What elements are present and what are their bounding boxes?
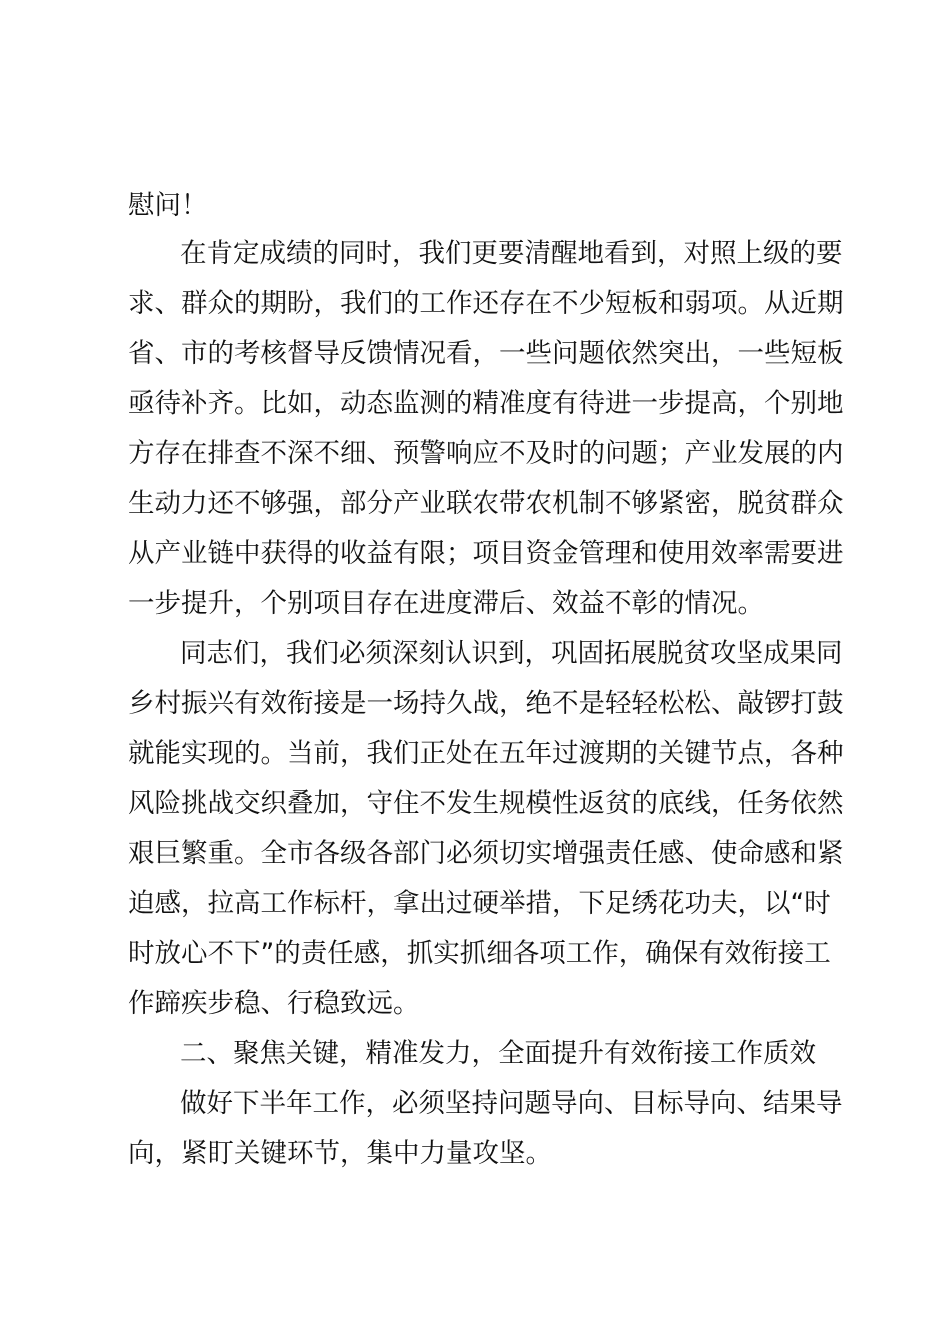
- text-line: 向，紧盯关键环节，集中力量攻坚。: [128, 1138, 552, 1169]
- paragraph-first-line: 做好下半年工作，必须坚持问题导向、目标导向、结果导: [180, 1088, 843, 1119]
- text-line: 就能实现的。当前，我们正处在五年过渡期的关键节点，各种: [128, 738, 844, 769]
- text-line: 艰巨繁重。全市各级各部门必须切实增强责任感、使命感和紧: [128, 838, 844, 869]
- text-line: 求、群众的期盼，我们的工作还存在不少短板和弱项。从近期: [128, 288, 844, 319]
- text-line: 风险挑战交织叠加，守住不发生规模性返贫的底线，任务依然: [128, 788, 844, 819]
- text-line: 省、市的考核督导反馈情况看，一些问题依然突出，一些短板: [128, 338, 844, 369]
- text-line: 作蹄疾步稳、行稳致远。: [128, 988, 420, 1019]
- text-line: 亟待补齐。比如，动态监测的精准度有待进一步提高，个别地: [128, 388, 844, 419]
- text-line: 生动力还不够强，部分产业联农带农机制不够紧密，脱贫群众: [128, 488, 844, 519]
- paragraph-first-line: 在肯定成绩的同时，我们更要清醒地看到，对照上级的要: [180, 238, 843, 269]
- section-heading: 二、聚焦关键，精准发力，全面提升有效衔接工作质效: [180, 1038, 816, 1069]
- text-line: 方存在排查不深不细、预警响应不及时的问题；产业发展的内: [128, 438, 844, 469]
- paragraph-first-line: 同志们，我们必须深刻认识到，巩固拓展脱贫攻坚成果同: [180, 638, 843, 669]
- text-line: 一步提升，个别项目存在进度滞后、效益不彰的情况。: [128, 588, 764, 619]
- text-line: 从产业链中获得的收益有限；项目资金管理和使用效率需要进: [128, 538, 844, 569]
- text-line: 时放心不下”的责任感，抓实抓细各项工作，确保有效衔接工: [128, 938, 831, 969]
- text-line: 迫感，拉高工作标杆，拿出过硬举措，下足绣花功夫，以“时: [128, 888, 831, 919]
- text-line: 乡村振兴有效衔接是一场持久战，绝不是轻轻松松、敲锣打鼓: [128, 688, 844, 719]
- text-line: 慰问！: [128, 190, 208, 221]
